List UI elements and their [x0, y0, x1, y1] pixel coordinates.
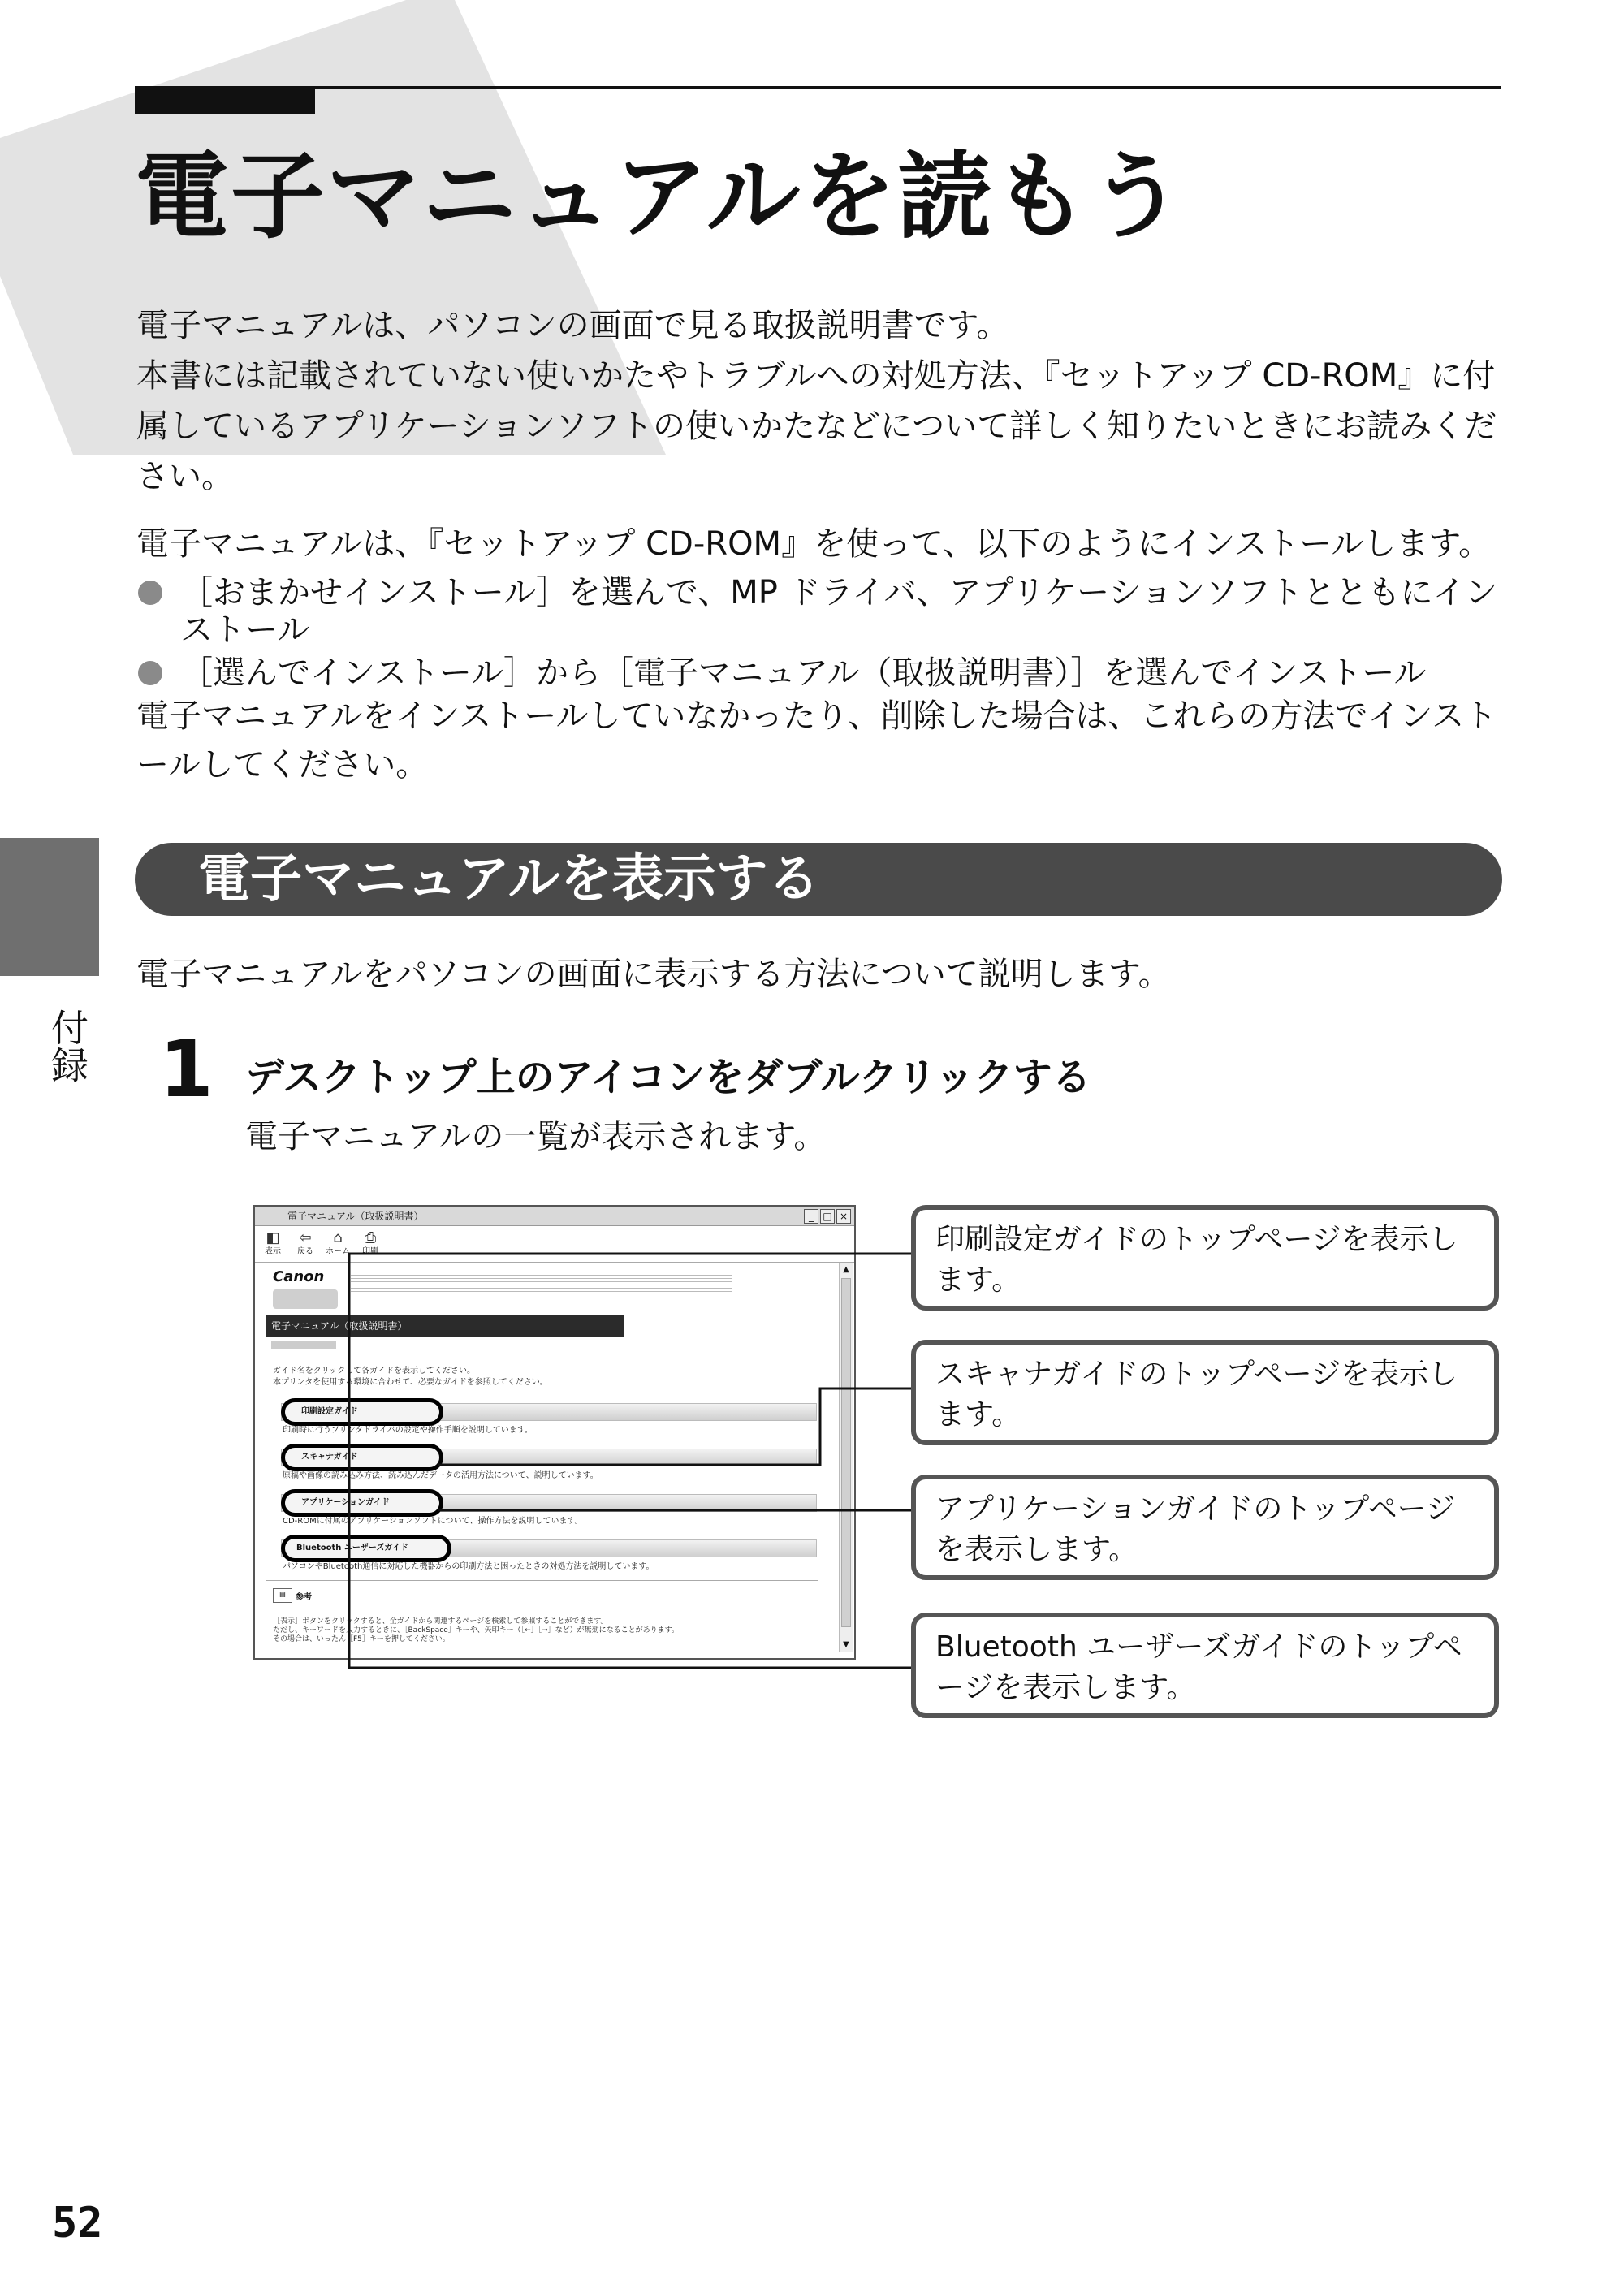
- section-description: 電子マニュアルをパソコンの画面に表示する方法について説明します。: [136, 956, 1171, 993]
- page-title: 電子マニュアルを読もう: [135, 142, 1186, 252]
- callout-application-guide: アプリケーションガイドのトップページを表示します。: [911, 1475, 1499, 1580]
- note-label: 参考: [296, 1593, 312, 1602]
- section-title: 電子マニュアルを表示する: [198, 849, 820, 909]
- window-title: 電子マニュアル（取扱説明書）: [287, 1211, 424, 1222]
- scroll-up-icon[interactable]: ▲: [843, 1265, 849, 1274]
- callout-scanner-guide: スキャナガイドのトップページを表示します。: [911, 1340, 1499, 1445]
- show-label: 表示: [265, 1247, 281, 1256]
- bullet-text: ［おまかせインストール］を選んで、MP ドライバ、アプリケーションソフトとともにインストール: [180, 574, 1498, 649]
- page-number: 52: [52, 2199, 103, 2248]
- step-subtext: 電子マニュアルの一覧が表示されます。: [245, 1118, 827, 1155]
- guide-description: 印刷時に行うプリンタドライバの設定や操作手順を説明しています。: [283, 1426, 533, 1435]
- brand-logo: Canon: [273, 1268, 325, 1285]
- back-icon: ⇦: [299, 1229, 312, 1246]
- instruction-text: 本プリンタを使用する環境に合わせて、必要なガイドを参照してください。: [273, 1378, 548, 1387]
- instruction-text: ガイド名をクリックして各ガイドを表示してください。: [273, 1367, 475, 1375]
- guide-description: 原稿や画像の読み込み方法、読み込んだデータの活用方法について、説明しています。: [283, 1471, 598, 1480]
- maximize-icon[interactable]: □: [820, 1209, 835, 1224]
- guide-link-print-settings[interactable]: 印刷設定ガイド: [281, 1398, 443, 1426]
- install-lead: 電子マニュアルは、『セットアップ CD-ROM』を使って、以下のようにインストールします。: [136, 525, 1492, 563]
- manual-banner: 電子マニュアル（取扱説明書）: [266, 1315, 624, 1337]
- note-text: ただし、キーワードを入力するときに、［BackSpace］キーや、矢印キー（［←］［→］など）が無効になることがあります。: [273, 1626, 679, 1634]
- intro-paragraph: 本書には記載されていない使いかたやトラブルへの対処方法、『セットアップ CD-ROM』に付属しているアプリケーションソフトの使いかたなどについて詳しく知りたいときにお読みください。: [136, 357, 1497, 495]
- callout-bluetooth-guide: Bluetooth ユーザーズガイドのトップページを表示します。: [911, 1613, 1499, 1718]
- step-heading: デスクトップ上のアイコンをダブルクリックする: [245, 1055, 1091, 1100]
- back-label: 戻る: [297, 1247, 313, 1256]
- guide-description: CD-ROMに付属のアプリケーションソフトについて、操作方法を説明しています。: [283, 1517, 583, 1526]
- side-label: 付録: [45, 1008, 89, 1083]
- close-icon[interactable]: ×: [836, 1209, 851, 1224]
- show-icon: ◧: [266, 1229, 280, 1246]
- guide-link-bluetooth[interactable]: Bluetooth ユーザーズガイド: [281, 1535, 451, 1562]
- scroll-down-icon[interactable]: ▼: [843, 1640, 849, 1649]
- print-label: 印刷: [362, 1247, 378, 1256]
- home-label: ホーム: [326, 1247, 350, 1256]
- note-icon: ▤: [273, 1588, 292, 1603]
- install-note: 電子マニュアルをインストールしていなかったり、削除した場合は、これらの方法でインストールしてください。: [136, 697, 1497, 784]
- guide-description: パソコンやBluetooth通信に対応した機器からの印刷方法と困ったときの対処方法を説明しています。: [283, 1562, 654, 1571]
- bullet-text: ［選んでインストール］から［電子マニュアル（取扱説明書）］を選んでインストール: [180, 654, 1427, 692]
- step-number: 1: [159, 1024, 214, 1115]
- intro-paragraph: 電子マニュアルは、パソコンの画面で見る取扱説明書です。: [136, 307, 1009, 344]
- print-icon: ⎙: [364, 1229, 377, 1246]
- minimize-icon[interactable]: _: [804, 1209, 818, 1224]
- guide-link-application[interactable]: アプリケーションガイド: [281, 1489, 443, 1517]
- callout-print-settings-guide: 印刷設定ガイドのトップページを表示します。: [911, 1205, 1499, 1311]
- guide-link-scanner[interactable]: スキャナガイド: [281, 1444, 443, 1471]
- note-text: その場合は、いったん［F5］キーを押してください。: [273, 1635, 450, 1643]
- home-icon: ⌂: [333, 1229, 343, 1246]
- note-text: ［表示］ボタンをクリックすると、全ガイドから関連するページを検索して参照することができます。: [273, 1617, 608, 1626]
